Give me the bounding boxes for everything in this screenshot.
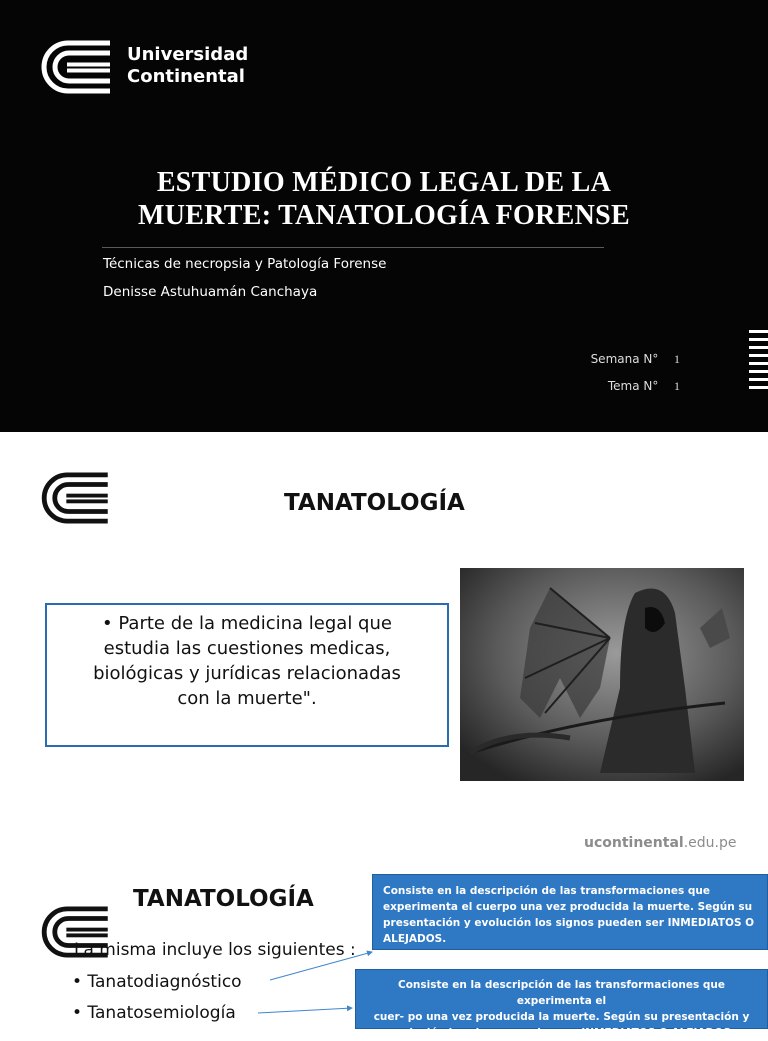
note-box-tanatosemiologia <box>355 969 768 1039</box>
decorative-stripes <box>749 330 768 394</box>
note2-line: evolución los signos pueden ser INMEDIATOS O ALEJADOS. <box>388 1027 735 1039</box>
intro-text: La misma incluye los siguientes : <box>74 940 356 960</box>
note-box-tanatodiagnostico <box>372 874 768 950</box>
topic-label: Tema N° <box>607 379 659 393</box>
title-divider <box>102 247 604 248</box>
decorative-stripes <box>0 776 19 840</box>
title-line-1: ESTUDIO MÉDICO LEGAL DE LA <box>156 167 612 198</box>
university-name <box>127 44 248 88</box>
note2-line: cuer- po una vez producida la muerte. Según su presentación y <box>373 1011 750 1023</box>
week-label: Semana N° <box>590 352 659 366</box>
topic-value: 1 <box>674 379 680 393</box>
university-logo-icon <box>40 40 112 94</box>
note1-line: Consiste en la descripción de las transformaciones que <box>383 885 710 897</box>
slide-heading: TANATOLOGÍA <box>284 490 465 516</box>
course-name: Técnicas de necropsia y Patología Forense <box>103 256 387 272</box>
note1-line: experimenta el cuerpo una vez producida la muerte. Según su <box>383 901 753 913</box>
footer-brand: ucontinental <box>584 835 684 851</box>
definition-box <box>45 603 449 747</box>
presentation-title <box>80 166 688 232</box>
definition-line-1: • Parte de la medicina legal que <box>102 613 392 634</box>
author-name: Denisse Astuhuamán Canchaya <box>103 284 318 300</box>
content-slide <box>0 864 768 1039</box>
definition-line-2: estudia las cuestiones medicas, <box>103 638 391 659</box>
brand-line-1: Universidad <box>127 44 249 65</box>
bullet-tanatodiagnostico: • Tanatodiagnóstico <box>72 972 242 992</box>
university-logo-icon <box>40 472 110 524</box>
week-info <box>540 352 680 367</box>
slide-heading: TANATOLOGÍA <box>133 886 314 912</box>
topic-info <box>540 379 680 394</box>
title-slide <box>0 0 768 432</box>
week-value: 1 <box>674 352 680 366</box>
footer-domain: .edu.pe <box>683 835 737 851</box>
bullet-tanatosemiologia: • Tanatosemiología <box>72 1003 236 1023</box>
definition-line-3: biológicas y jurídicas relacionadas <box>93 663 401 684</box>
brand-line-2: Continental <box>127 66 245 87</box>
grim-reaper-image <box>460 568 744 781</box>
note2-line: Consiste en la descripción de las transformaciones que experimenta el <box>398 979 725 1007</box>
definition-slide <box>0 432 768 864</box>
footer-website <box>584 835 737 851</box>
title-line-2: MUERTE: TANATOLOGÍA FORENSE <box>137 200 631 231</box>
note1-line: presentación y evolución los signos pueden ser INMEDIATOS O <box>383 917 755 929</box>
note1-line: ALEJADOS. <box>383 933 447 945</box>
definition-line-4: con la muerte". <box>177 688 317 709</box>
